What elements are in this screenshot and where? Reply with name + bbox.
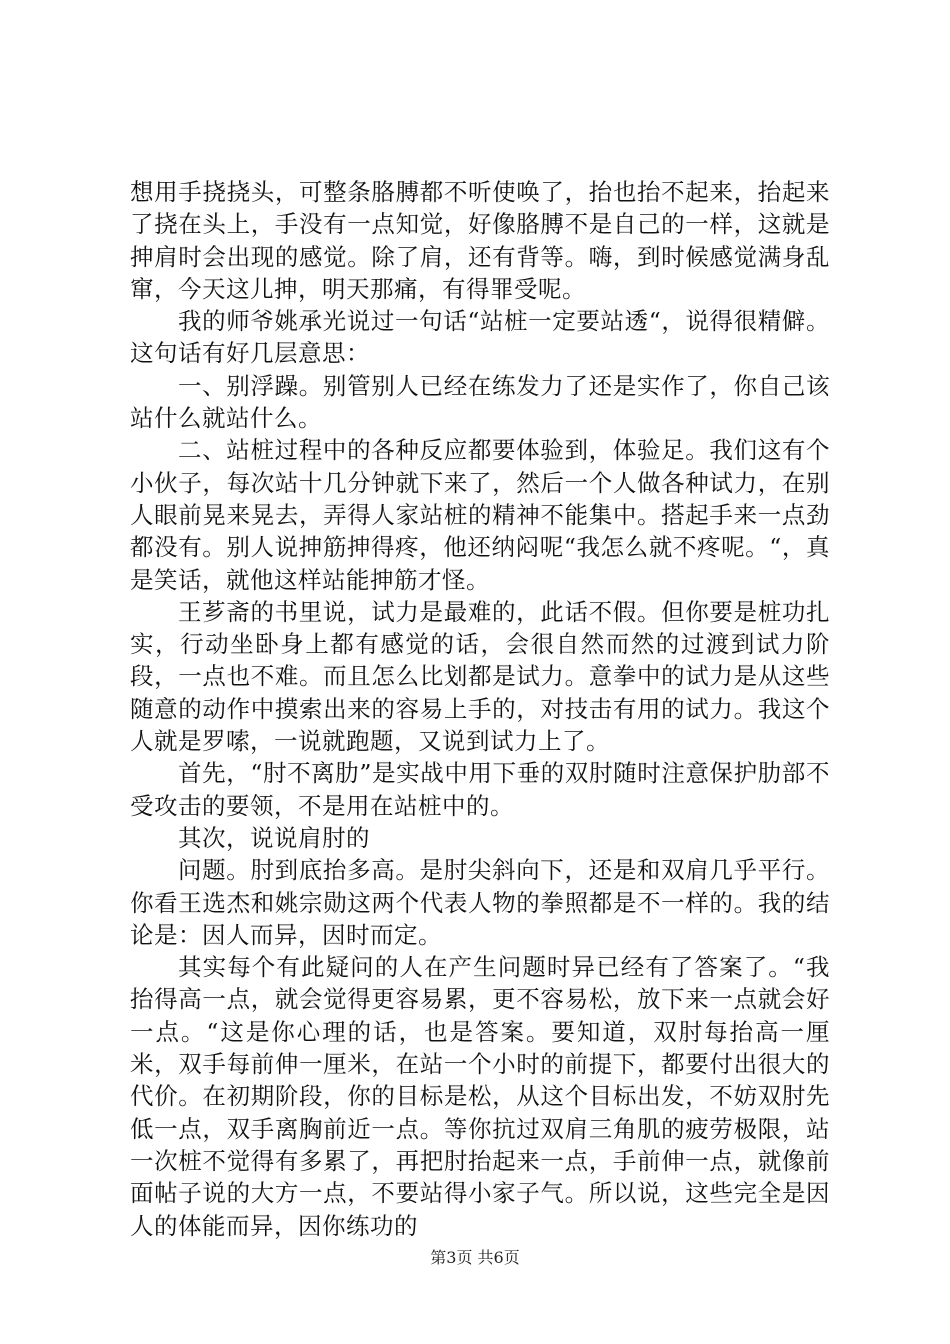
paragraph-3: 一、别浮躁。别管别人已经在练发力了还是实作了，你自己该站什么就站什么。 xyxy=(130,371,830,433)
paragraph-4: 二、站桩过程中的各种反应都要体验到，体验足。我们这有个小伙子，每次站十几分钟就下来了，然后一个人做各种试力，在别人眼前晃来晃去，弄得人家站桩的精神不能集中。搭起手来一点劲都没有。别人说抻筋抻得疼，他还纳闷呢“我怎么就不疼呢。“，真是笑话，就他这样站能抻筋才怪。 xyxy=(130,436,830,594)
page-footer: 第3页 共6页 xyxy=(430,1248,520,1267)
paragraph-7: 其次，说说肩肘的 xyxy=(178,823,370,852)
document-body xyxy=(130,176,830,1242)
paragraph-9: 其实每个有此疑问的人在产生问题时异已经有了答案了。“我抬得高一点，就会觉得更容易累，更不容易松，放下来一点就会好一点。“这是你心理的话，也是答案。要知道，双肘每抬高一厘米，双手每前伸一厘米，在站一个小时的前提下，都要付出很大的代价。在初期阶段，你的目标是松，从这个目标出发，不妨双肘先低一点，双手离胸前近一点。等你抗过双肩三角肌的疲劳极限，站一次桩不觉得有多累了，再把肘抬起来一点，手前伸一点，就像前面帖子说的大方一点，不要站得小家子气。所以说，这些完全是因人的体能而异，因你练功的 xyxy=(130,953,830,1240)
paragraph-8: 问题。肘到底抬多高。是肘尖斜向下，还是和双肩几乎平行。你看王选杰和姚宗勋这两个代表人物的拳照都是不一样的。我的结论是：因人而异，因时而定。 xyxy=(130,856,830,949)
paragraph-1: 想用手挠挠头，可整条胳膊都不听使唤了，抬也抬不起来，抬起来了挠在头上，手没有一点知觉，好像胳膊不是自己的一样，这就是抻肩时会出现的感觉。除了肩，还有背等。嗨，到时候感觉满身乱窜，今天这儿抻，明天那痛，有得罪受呢。 xyxy=(130,178,830,303)
paragraph-5: 王芗斋的书里说，试力是最难的，此话不假。但你要是桩功扎实，行动坐卧身上都有感觉的话，会很自然而然的过渡到试力阶段，一点也不难。而且怎么比划都是试力。意拳中的试力是从这些随意的动作中摸索出来的容易上手的，对技击有用的试力。我这个人就是罗嗦，一说就跑题，又说到试力上了。 xyxy=(130,597,830,756)
paragraph-2: 我的师爷姚承光说过一句话“站桩一定要站透“，说得很精僻。这句话有好几层意思： xyxy=(130,307,830,368)
paragraph-6: 首先，“肘不离肋”是实战中用下垂的双肘随时注意保护肋部不受攻击的要领，不是用在站桩中的。 xyxy=(130,759,830,820)
